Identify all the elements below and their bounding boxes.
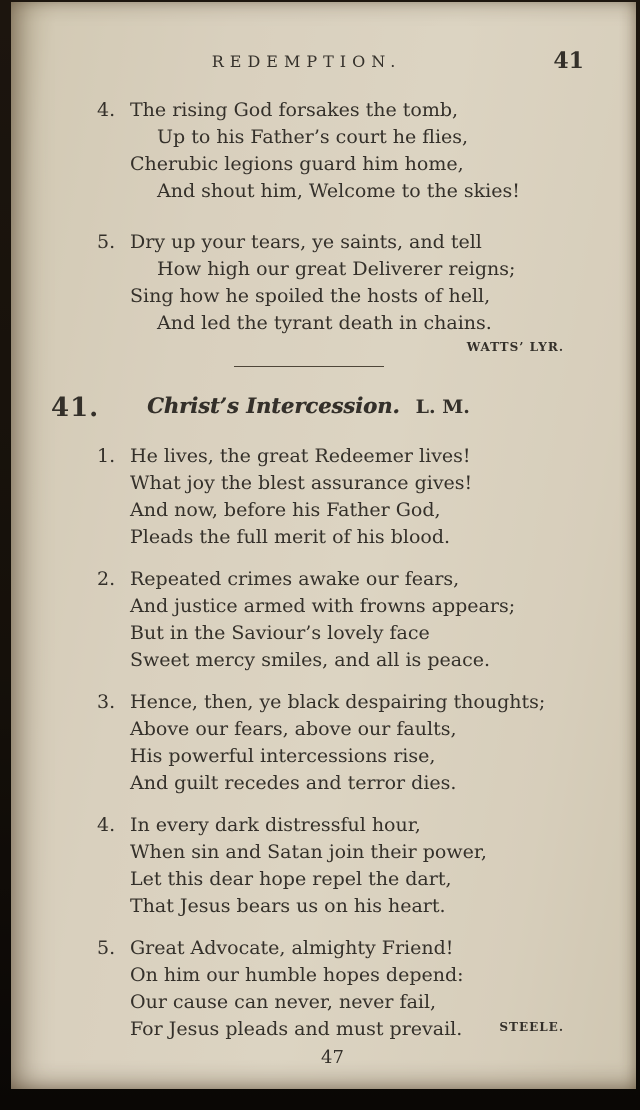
verse [97,229,580,337]
running-header [97,48,584,74]
author-attribution: WATTS’ LYR. [466,340,564,354]
previous-hymn-verses [97,97,580,354]
verse-line: What joy the blest assurance gives! [130,472,473,494]
verse-line: When sin and Satan join their power, [130,841,487,863]
verse-line: And justice armed with frowns appears; [130,595,516,617]
hymn-number: 41. [51,393,100,423]
verse-line: Repeated crimes awake our fears, [130,568,460,590]
verse [97,689,580,797]
author-attribution: STEELE. [499,1020,564,1034]
verse-lines [130,566,580,674]
verse-lines [130,229,580,337]
page-content [11,2,636,1089]
verse-line: In every dark distressful hour, [130,814,421,836]
verse [97,812,580,920]
verse-line: On him our humble hopes depend: [130,964,464,986]
verse-line: Up to his Father’s court he flies, [157,126,469,148]
verse-line: And shout him, Welcome to the skies! [157,180,520,202]
hymn-title: Christ’s Intercession. [147,393,400,418]
verse-line: Pleads the full merit of his blood. [130,526,451,548]
paper-sheet [11,2,636,1089]
verse-number: 4. [97,814,116,836]
verse-line: Cherubic legions guard him home, [130,153,464,175]
verse-number: 1. [97,445,116,467]
verse [97,97,580,205]
section-divider [234,366,384,367]
hymn-verses [97,443,580,1043]
section-title: REDEMPTION. [211,52,402,71]
verse-line: Dry up your tears, ye saints, and tell [130,231,482,253]
hymn-title-group [147,393,470,418]
verse-line: He lives, the great Redeemer lives! [130,445,471,467]
verse-line: And now, before his Father God, [130,499,441,521]
verse-line: But in the Saviour’s lovely face [130,622,430,644]
verse-line: Sweet mercy smiles, and all is peace. [130,649,491,671]
verse-lines [130,689,580,797]
verse-number: 2. [97,568,116,590]
hymn-meter: L. M. [415,396,470,418]
verse-line: Above our fears, above our faults, [130,718,457,740]
verse-lines [130,97,580,205]
verse-number: 5. [97,937,116,959]
verse [97,443,580,551]
verse-line: Great Advocate, almighty Friend! [130,937,454,959]
verse-line: And guilt recedes and terror dies. [130,772,457,794]
verse-line: The rising God forsakes the tomb, [130,99,459,121]
verse-line: That Jesus bears us on his heart. [130,895,446,917]
verse-lines [130,443,580,551]
verse-line: Sing how he spoiled the hosts of hell, [130,285,491,307]
verse-line: And led the tyrant death in chains. [157,312,492,334]
hymn-heading [51,393,580,425]
verse-line: Let this dear hope repel the dart, [130,868,452,890]
verse-number: 4. [97,99,116,121]
verse-line: Hence, then, ye black despairing thoughts; [130,691,546,713]
verse [97,935,580,1043]
verse-line: His powerful intercessions rise, [130,745,436,767]
footer-page-number: 47 [321,1047,344,1068]
verse-lines [130,812,580,920]
verse-number: 3. [97,691,116,713]
verse-line: How high our great Deliverer reigns; [157,258,516,280]
verse-line: For Jesus pleads and must prevail. [130,1018,463,1040]
header-page-number: 41 [553,48,584,74]
verse-number: 5. [97,231,116,253]
verse-line: Our cause can never, never fail, [130,991,437,1013]
verse [97,566,580,674]
